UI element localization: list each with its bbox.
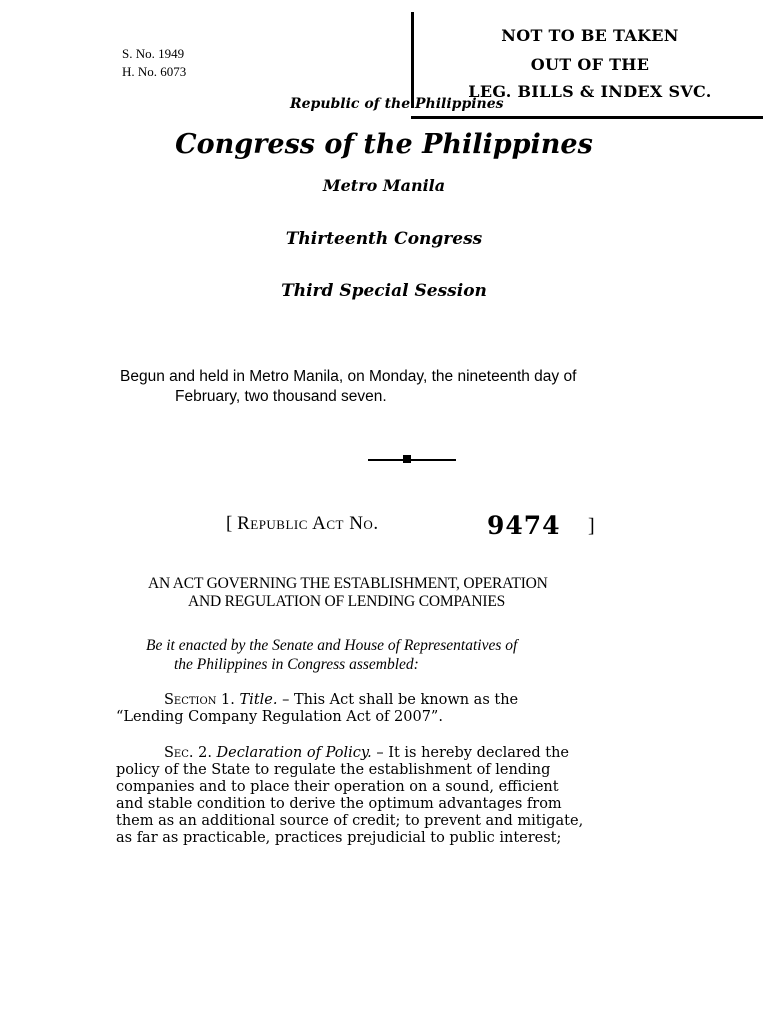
bracket-close: ] <box>588 515 595 537</box>
section-2-line-4: and stable condition to derive the optimum advantages from <box>116 796 562 812</box>
section-2-line-5: them as an additional source of credit; to prevent and mitigate, <box>116 813 584 829</box>
section-1-label: Section 1. <box>164 692 235 708</box>
divider-ornament <box>403 455 411 463</box>
section-2-label: Sec. 2. <box>164 745 212 761</box>
section-2-line-3: companies and to place their operation on a sound, efficient <box>116 779 559 795</box>
session-heading: Third Special Session <box>281 281 487 301</box>
republic-act-number: 9474 <box>487 511 561 540</box>
house-bill-number: H. No. 6073 <box>122 64 187 79</box>
begun-statement <box>120 367 720 407</box>
enacting-line-1: Be it enacted by the Senate and House of Representatives of <box>146 637 518 654</box>
section-1-line-2: “Lending Company Regulation Act of 2007”. <box>116 709 443 725</box>
republic-heading: Republic of the Philippines <box>290 96 504 112</box>
section-2-heading: Declaration of Policy. <box>216 745 372 761</box>
section-1-line-1 <box>116 692 702 709</box>
section-1 <box>116 692 702 726</box>
stamp-line-1: NOT TO BE TAKEN <box>501 26 679 45</box>
stamp-border-left <box>411 12 414 108</box>
section-divider <box>368 459 456 461</box>
section-1-heading: Title. <box>239 692 278 708</box>
senate-bill-number: S. No. 1949 <box>122 46 185 61</box>
enacting-clause <box>146 636 706 674</box>
begun-line-1: Begun and held in Metro Manila, on Monday, the nineteenth day of <box>120 368 577 385</box>
stamp-border-bottom <box>411 116 763 119</box>
stamp-line-2: OUT OF THE <box>530 55 650 74</box>
republic-act-label <box>226 510 379 538</box>
bracket-open: [ <box>226 513 238 534</box>
section-1-text: – This Act shall be known as the <box>277 692 519 708</box>
city-heading: Metro Manila <box>322 176 446 195</box>
act-title-line-1: AN ACT GOVERNING THE ESTABLISHMENT, OPERATION <box>148 575 548 592</box>
congress-number-heading: Thirteenth Congress <box>285 229 483 249</box>
republic-act-text: Republic Act No. <box>237 513 379 534</box>
begun-line-2: February, two thousand seven. <box>175 388 387 405</box>
section-2-line-1 <box>116 745 702 762</box>
enacting-line-2: the Philippines in Congress assembled: <box>174 656 419 673</box>
congress-heading: Congress of the Philippines <box>175 129 593 160</box>
section-2 <box>116 745 702 847</box>
section-2-line-6: as far as practicable, practices prejudicial to public interest; <box>116 830 562 846</box>
section-2-text: – It is hereby declared the <box>371 745 570 761</box>
section-2-line-2: policy of the State to regulate the establishment of lending <box>116 762 551 778</box>
act-title <box>148 575 708 611</box>
stamp-line-3: LEG. BILLS & INDEX SVC. <box>468 82 712 101</box>
act-title-line-2: AND REGULATION OF LENDING COMPANIES <box>188 593 506 610</box>
